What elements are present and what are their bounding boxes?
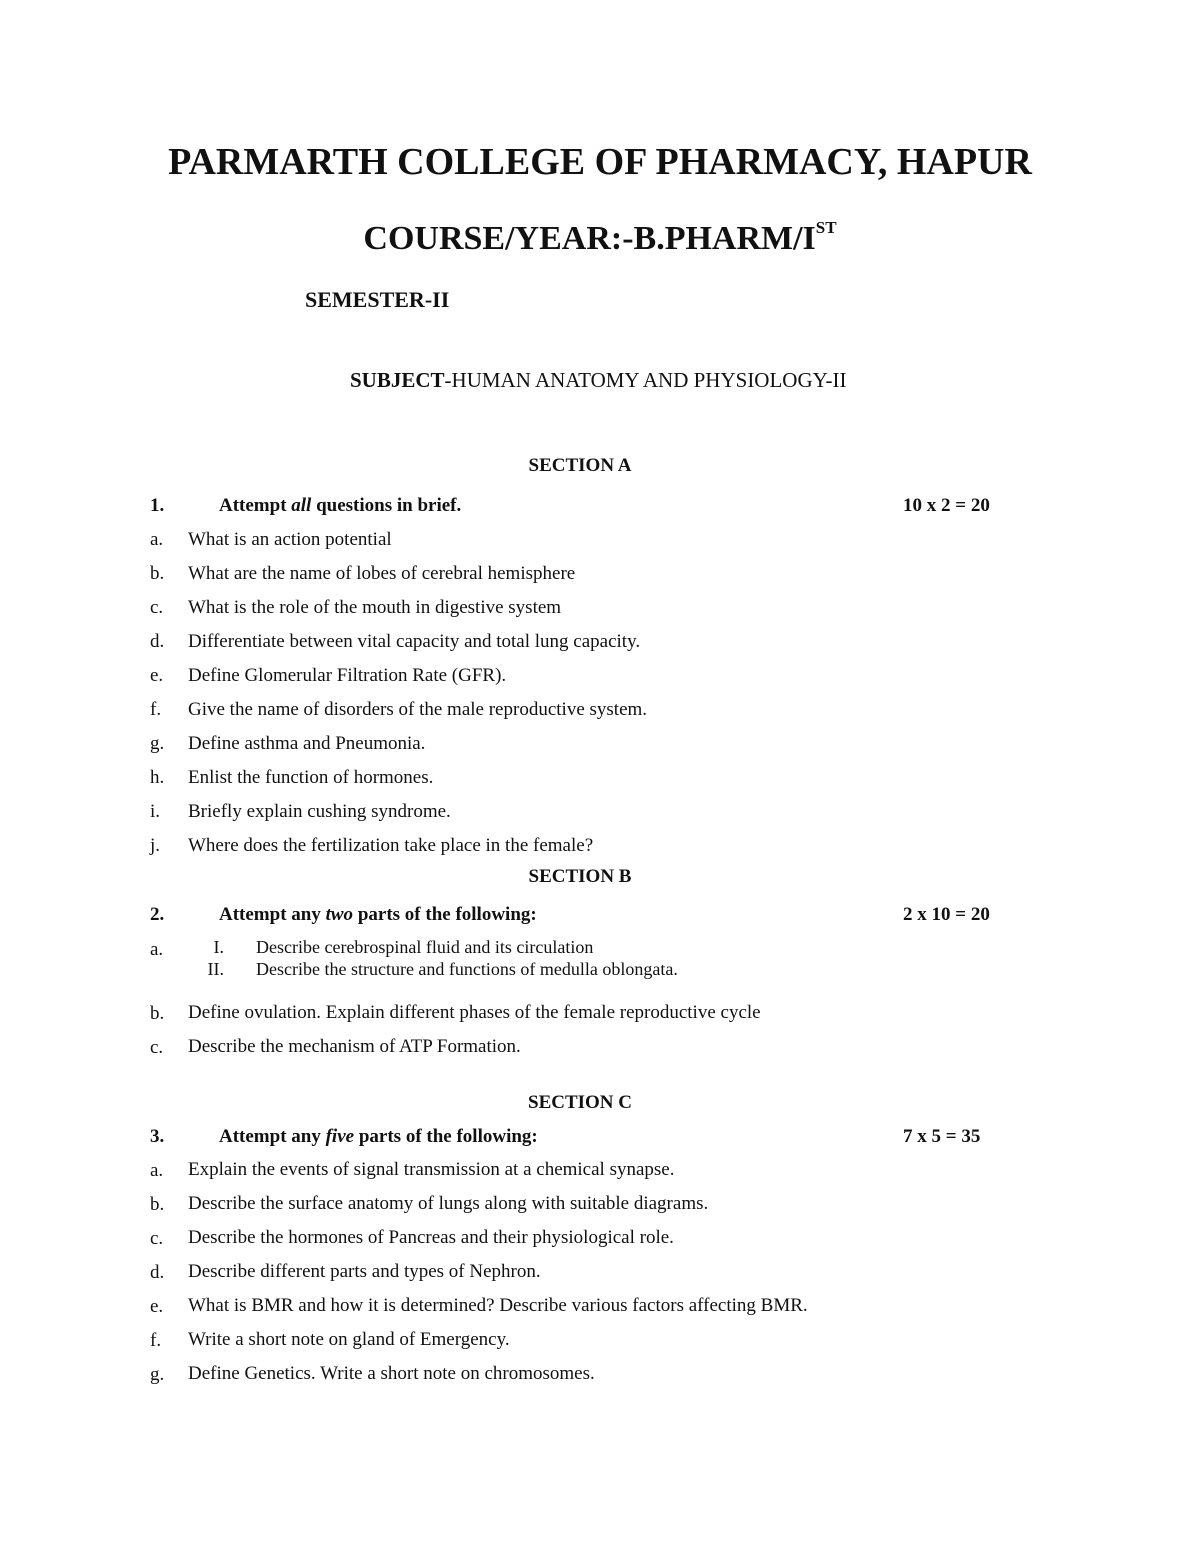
course-superscript: ST: [815, 218, 837, 237]
section-a-heading: SECTION A: [528, 455, 632, 476]
sub-question-text: Describe cerebrospinal fluid and its circulation: [256, 937, 594, 957]
question-text: Describe the hormones of Pancreas and their physiological role.: [188, 1227, 674, 1248]
question-text: Define Genetics. Write a short note on chromosomes.: [188, 1363, 595, 1384]
section-c-number: 3.: [150, 1126, 165, 1147]
section-b-number: 2.: [150, 904, 165, 925]
question-letter: j.: [150, 835, 161, 856]
question-letter: b.: [150, 1003, 165, 1024]
question-letter: c.: [150, 1228, 164, 1249]
question-letter: f.: [150, 1330, 162, 1351]
question-text: Describe the surface anatomy of lungs along with suitable diagrams.: [188, 1193, 709, 1214]
section-b-heading: SECTION B: [528, 866, 632, 887]
section-c-instruction: [219, 1126, 538, 1148]
section-a-marks: 10 x 2 = 20: [903, 495, 990, 516]
sub-question-number: I.: [213, 937, 224, 957]
section-a-instruction: [219, 495, 461, 517]
subject-value: -HUMAN ANATOMY AND PHYSIOLOGY-II: [444, 368, 847, 392]
sub-question-text: Describe the structure and functions of medulla oblongata.: [256, 959, 678, 979]
question-text: What is BMR and how it is determined? Describe various factors affecting BMR.: [188, 1295, 808, 1316]
question-letter: h.: [150, 767, 165, 788]
section-c-heading: SECTION C: [528, 1092, 632, 1113]
question-text: Give the name of disorders of the male reproductive system.: [188, 699, 648, 720]
instruction-post: questions in brief.: [311, 495, 462, 516]
sub-question-number: II.: [207, 959, 224, 979]
question-letter: f.: [150, 699, 162, 720]
subject-label: SUBJECT: [350, 368, 445, 392]
question-letter: e.: [150, 665, 164, 686]
question-letter: d.: [150, 1262, 165, 1283]
question-letter: b.: [150, 563, 165, 584]
college-title: PARMARTH COLLEGE OF PHARMACY, HAPUR: [168, 141, 1032, 183]
section-b-marks: 2 x 10 = 20: [903, 904, 990, 925]
question-letter: c.: [150, 597, 164, 618]
section-b-instruction: [219, 904, 537, 926]
question-letter: c.: [150, 1037, 164, 1058]
section-a-number: 1.: [150, 495, 165, 516]
question-text: What is the role of the mouth in digestive system: [188, 597, 562, 618]
instruction-pre: Attempt any: [219, 904, 326, 925]
instruction-emphasis: five: [325, 1126, 355, 1147]
course-year: [0, 218, 1200, 258]
question-letter: a.: [150, 529, 164, 550]
instruction-post: parts of the following:: [353, 904, 537, 925]
question-text: Describe different parts and types of Nephron.: [188, 1261, 541, 1282]
question-letter: i.: [150, 801, 161, 822]
question-text: Describe the mechanism of ATP Formation.: [188, 1036, 521, 1057]
question-letter: g.: [150, 733, 165, 754]
question-letter: d.: [150, 631, 165, 652]
instruction-post: parts of the following:: [354, 1126, 538, 1147]
question-text: Define asthma and Pneumonia.: [188, 733, 426, 754]
question-text: Briefly explain cushing syndrome.: [188, 801, 451, 822]
question-letter: a.: [150, 1160, 164, 1181]
question-text: Write a short note on gland of Emergency.: [188, 1329, 510, 1350]
question-text: Define Glomerular Filtration Rate (GFR).: [188, 665, 507, 686]
course-text: COURSE/YEAR:-B.PHARM/I: [363, 220, 816, 257]
instruction-emphasis: all: [291, 495, 312, 516]
question-text: Enlist the function of hormones.: [188, 767, 434, 788]
question-text: Explain the events of signal transmission at a chemical synapse.: [188, 1159, 675, 1180]
question-text: Define ovulation. Explain different phases of the female reproductive cycle: [188, 1002, 761, 1023]
question-text: Differentiate between vital capacity and total lung capacity.: [188, 631, 641, 652]
question-letter: e.: [150, 1296, 164, 1317]
instruction-emphasis: two: [325, 904, 354, 925]
question-letter: a.: [150, 939, 164, 960]
instruction-pre: Attempt: [219, 495, 292, 516]
semester: SEMESTER-II: [305, 287, 450, 312]
question-text: Where does the fertilization take place in the female?: [188, 835, 594, 856]
instruction-pre: Attempt any: [219, 1126, 326, 1147]
section-c-marks: 7 x 5 = 35: [903, 1126, 981, 1147]
question-text: What are the name of lobes of cerebral hemisphere: [188, 563, 576, 584]
question-text: What is an action potential: [188, 529, 392, 550]
question-letter: b.: [150, 1194, 165, 1215]
question-letter: g.: [150, 1364, 165, 1385]
subject: [350, 368, 846, 393]
